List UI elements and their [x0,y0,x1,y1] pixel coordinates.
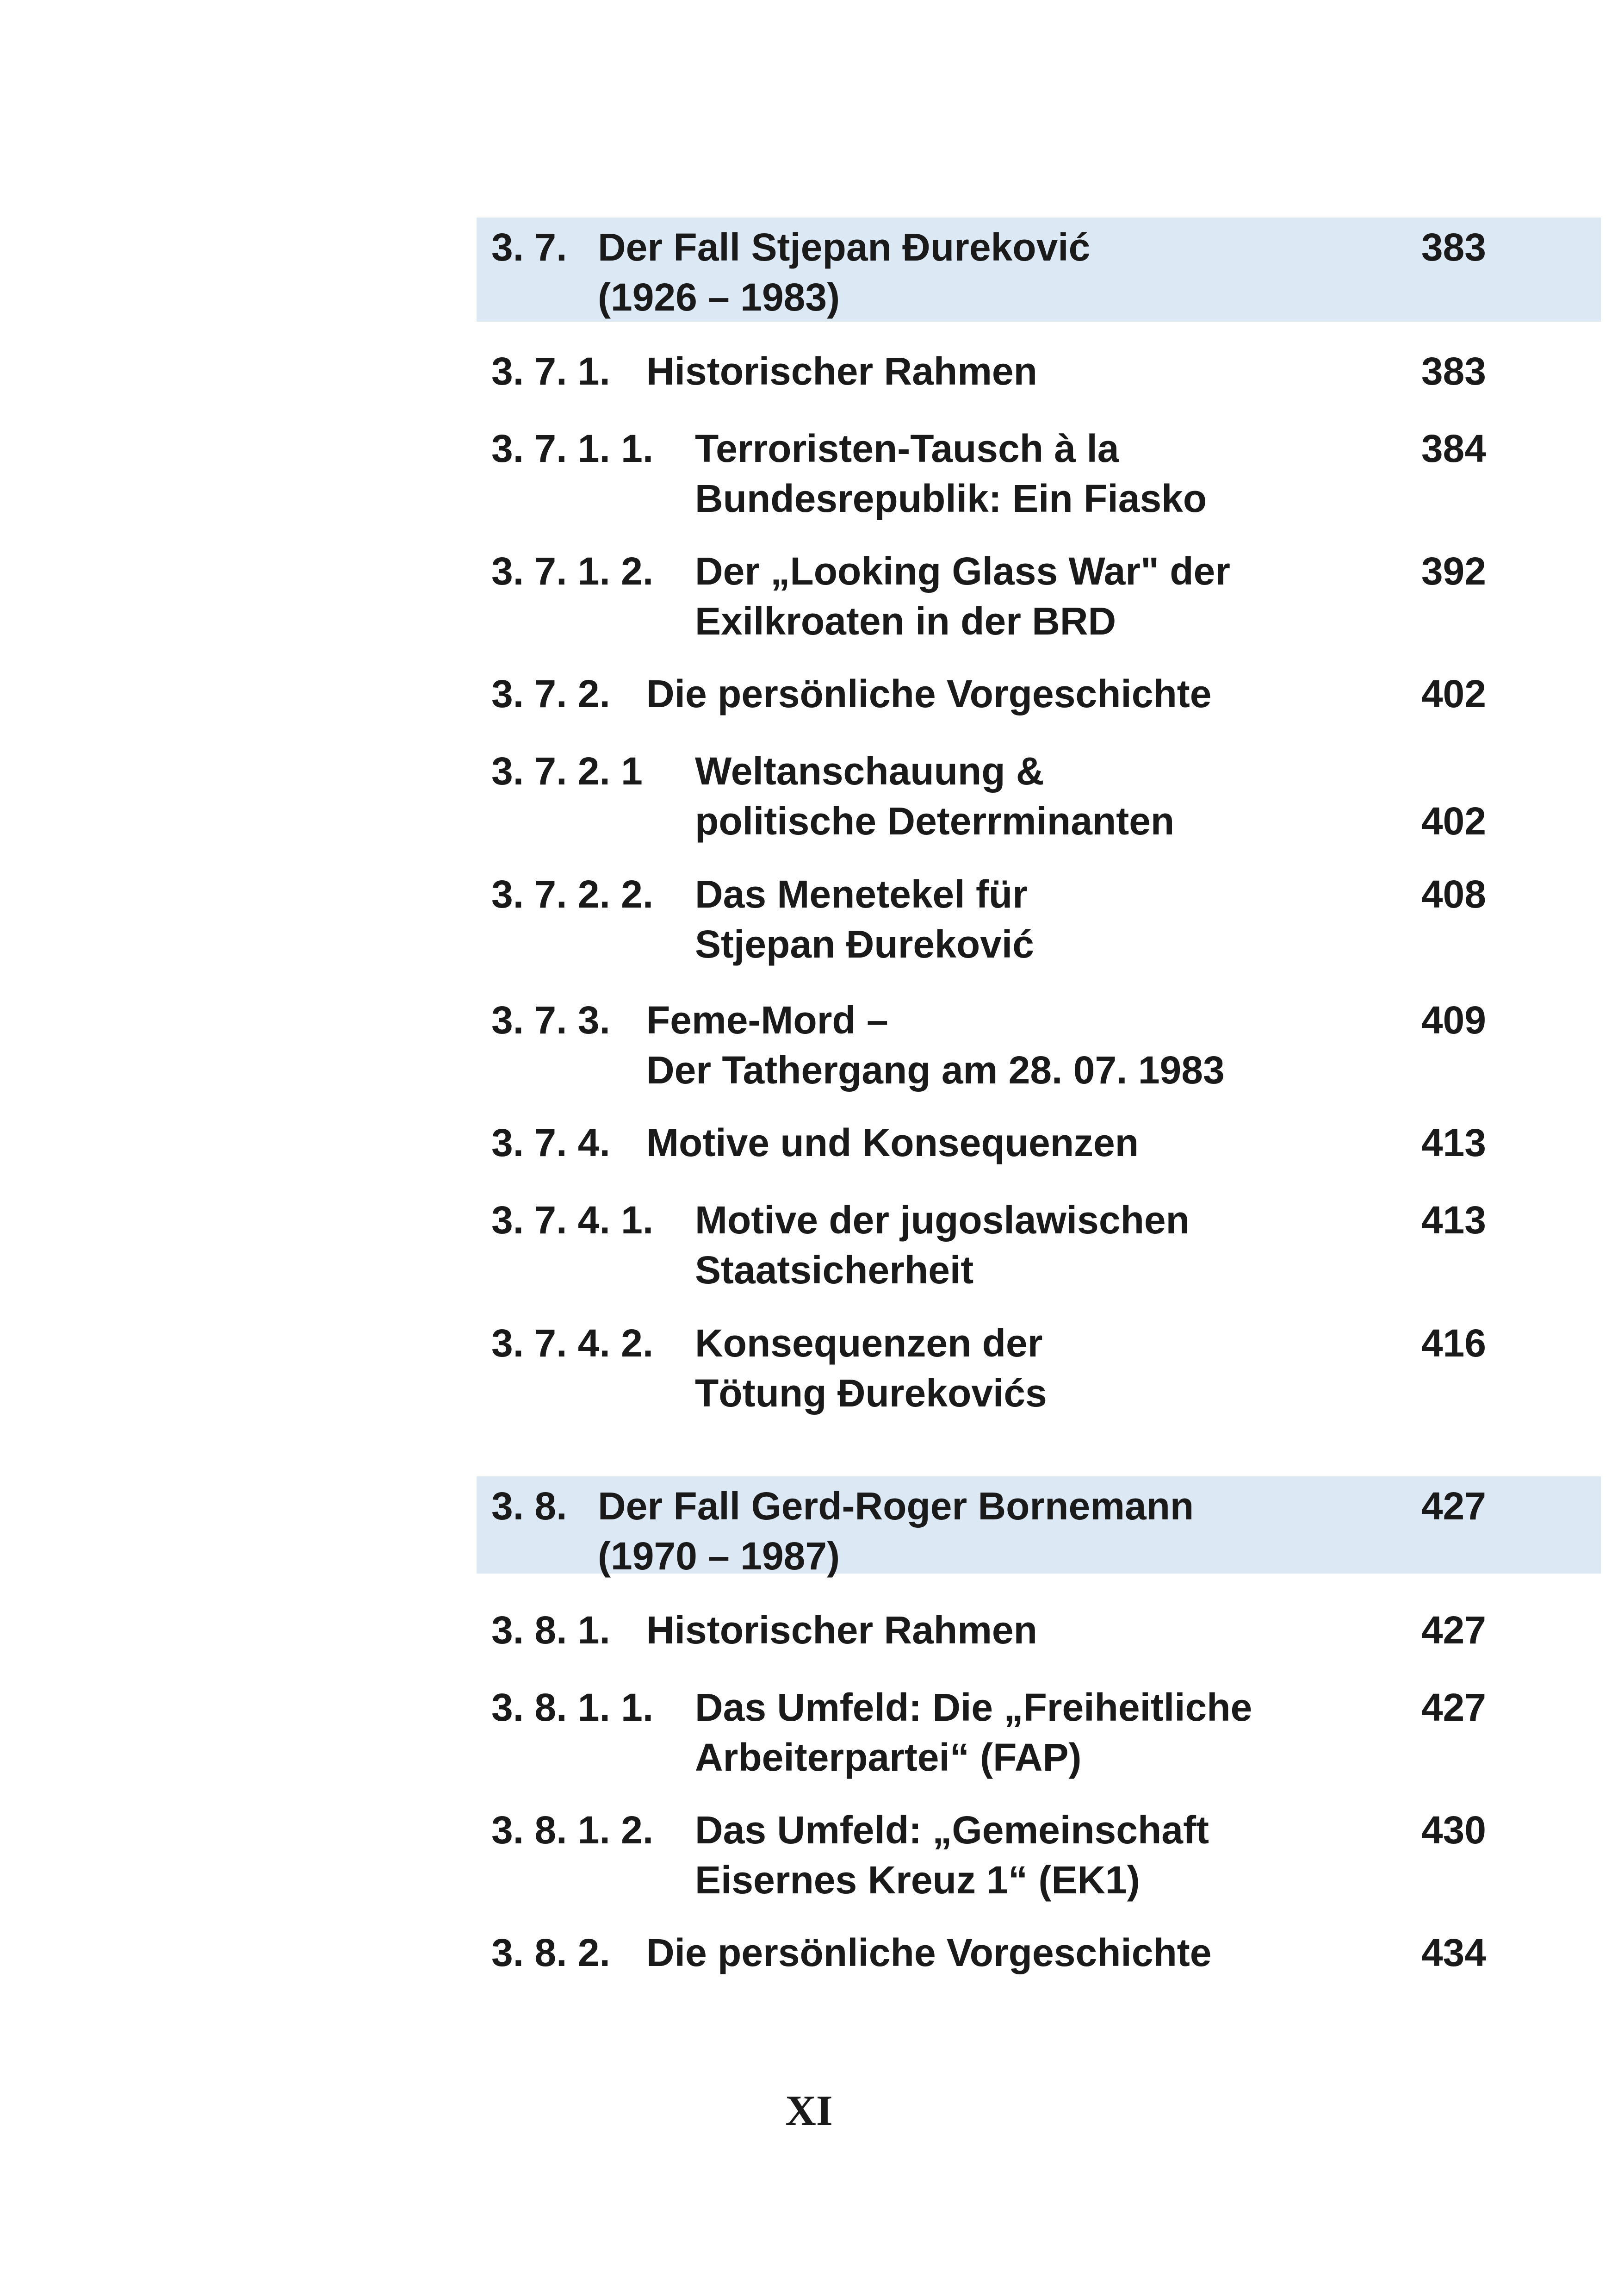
toc-entry [491,423,1486,530]
toc-entry-page: 413 [1421,1198,1486,1242]
toc-entry-number: 3. 7. 2. [491,672,610,716]
toc-entry-number: 3. 7. 2. 1 [491,749,643,793]
toc-entry [491,1481,1486,1587]
toc-entry-number: 3. 8. 1. [491,1608,610,1652]
toc-entry-title-line: Motive der jugoslawischen [695,1198,1190,1242]
toc-entry [491,1318,1486,1425]
toc-entry [491,222,1486,329]
toc-entry [491,1195,1486,1301]
toc-entry-title-line: Arbeiterpartei“ (FAP) [695,1736,1082,1779]
toc-entry-title-line: Das Umfeld: Die „Freiheitliche [695,1686,1252,1729]
toc-entry-page: 383 [1421,349,1486,393]
toc-entry-title-line: Staatsicherheit [695,1248,974,1292]
toc-entry-title-line: Konsequenzen der [695,1321,1043,1365]
toc-entry-page: 392 [1421,549,1486,593]
toc-entry [491,995,1486,1101]
toc-entry [491,1805,1486,1911]
toc-entry-number: 3. 8. 1. 2. [491,1808,654,1852]
toc-entry-title-line: Die persönliche Vorgeschichte [646,672,1212,716]
toc-entry-title-line: Eisernes Kreuz 1“ (EK1) [695,1858,1140,1902]
toc-entry [491,1928,1486,2034]
toc-entry-number: 3. 7. 4. 2. [491,1321,654,1365]
toc-entry-title-line: Stjepan Đureković [695,922,1034,966]
toc-entry-title-line: Weltanschauung & [695,749,1044,793]
toc-entry-title-line: Exilkroaten in der BRD [695,599,1116,643]
toc-entry-number: 3. 7. 3. [491,998,610,1042]
toc-entry-number: 3. 7. 4. 1. [491,1198,654,1242]
toc-entry-number: 3. 8. 2. [491,1931,610,1974]
toc-entry-number: 3. 8. [491,1484,567,1528]
toc-entry-page: 402 [1421,672,1486,716]
toc-entry-title-line: Der Tathergang am 28. 07. 1983 [646,1048,1225,1092]
toc-entry-title-line: Historischer Rahmen [646,1608,1037,1652]
toc-entry-title-line: Der Fall Gerd-Roger Bornemann [598,1484,1194,1528]
toc-entry-page: 427 [1421,1608,1486,1652]
toc-entry-number: 3. 7. 4. [491,1121,610,1164]
toc-entry-title-line: Historischer Rahmen [646,349,1037,393]
toc-entry-page: 427 [1421,1484,1486,1528]
toc-entry-number: 3. 7. 2. 2. [491,872,654,916]
toc-entry [491,746,1486,852]
toc-entry-page: 408 [1421,872,1486,916]
toc-entry-title-line: Das Umfeld: „Gemeinschaft [695,1808,1209,1852]
toc-entry-number: 3. 7. 1. 1. [491,427,654,470]
toc-entry-title-line: Bundesrepublik: Ein Fiasko [695,477,1207,520]
toc-entry-page: 430 [1421,1808,1486,1852]
toc-entry-page: 384 [1421,427,1486,470]
toc-entry-title-line: (1926 – 1983) [598,275,840,319]
toc-entry-number: 3. 7. 1. 2. [491,549,654,593]
toc-entry-title-line: (1970 – 1987) [598,1534,840,1578]
toc-entry-page: 409 [1421,998,1486,1042]
toc-entry-page: 413 [1421,1121,1486,1164]
toc-entry-title-line: politische Deterrminanten [695,799,1175,843]
toc-entry-number: 3. 7. 1. [491,349,610,393]
toc-entry [491,546,1486,653]
toc-entry [491,869,1486,976]
toc-entry-page: 416 [1421,1321,1486,1365]
toc-entry-page: 427 [1421,1686,1486,1729]
toc-entry-page: 402 [1421,799,1486,843]
toc-entry-title-line: Die persönliche Vorgeschichte [646,1931,1212,1974]
toc-entry-title-line: Terroristen-Tausch à la [695,427,1119,470]
toc-entry-number: 3. 7. [491,225,567,269]
page-number: XI [785,2087,833,2134]
toc-entry-page: 383 [1421,225,1486,269]
toc-entry-number: 3. 8. 1. 1. [491,1686,654,1729]
toc-entry-page: 434 [1421,1931,1486,1974]
toc-entry-title-line: Der Fall Stjepan Đureković [598,225,1091,269]
toc-entry-title-line: Motive und Konsequenzen [646,1121,1139,1164]
toc-entry-title-line: Feme-Mord – [646,998,888,1042]
toc-entry-title-line: Tötung Đurekovićs [695,1371,1047,1415]
toc-entry-title-line: Der „Looking Glass War" der [695,549,1230,593]
toc-entry [491,1682,1486,1789]
toc-entry-title-line: Das Menetekel für [695,872,1028,916]
